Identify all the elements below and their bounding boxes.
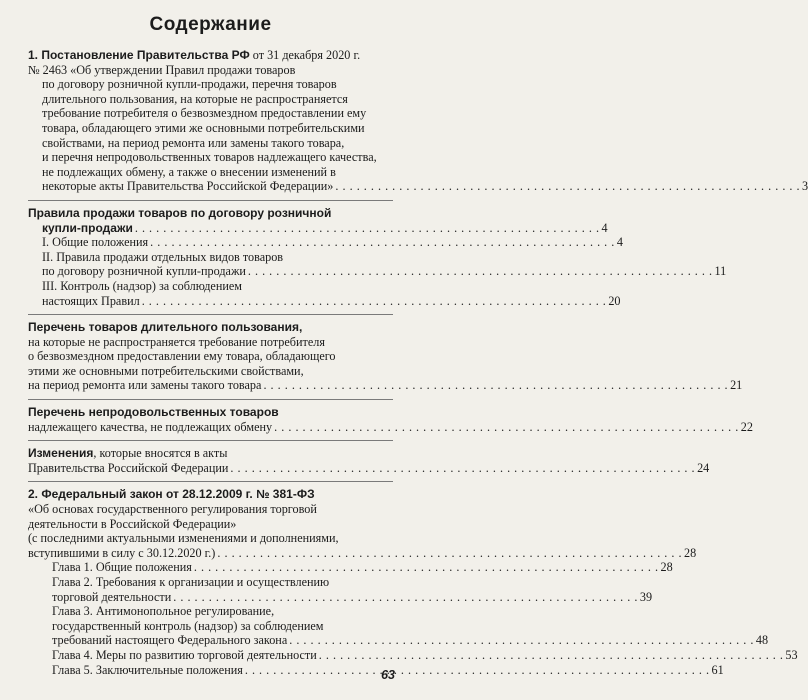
toc-text: Глава 4. Меры по развитию торговой деятельности <box>52 647 317 662</box>
toc-line-text <box>52 648 317 663</box>
toc-line-text <box>42 77 337 92</box>
toc-section <box>28 446 710 475</box>
toc-line <box>28 446 393 461</box>
dot-leader <box>335 179 800 194</box>
toc-text: Глава 1. Общие положения <box>52 560 192 575</box>
dot-leader <box>194 560 659 575</box>
toc-line-text <box>28 335 325 350</box>
dot-leader <box>230 461 695 476</box>
toc-page-ref: 3 <box>802 179 808 194</box>
toc-text: III. Контроль (надзор) за соблюдением <box>42 278 242 293</box>
toc-line-text <box>28 461 228 476</box>
toc-line-text <box>52 663 243 678</box>
toc-line-text <box>52 560 192 575</box>
toc-line <box>28 460 710 476</box>
toc-line <box>28 77 393 92</box>
toc-line-text <box>28 320 302 335</box>
toc-text: и перечня непродовольственных товаров надлежащего качества, <box>42 150 377 165</box>
toc-line <box>28 349 393 364</box>
toc-text: I. Общие положения <box>42 235 149 250</box>
toc-line <box>28 589 653 605</box>
toc-line <box>28 662 724 678</box>
toc-line-text <box>42 179 333 194</box>
dot-leader <box>245 663 710 678</box>
toc-line-text <box>42 250 283 265</box>
toc-line-text <box>28 206 331 221</box>
toc-heading-text: 2. Федеральный закон от 28.12.2009 г. № 381-ФЗ <box>28 487 315 502</box>
toc-line-text <box>28 531 339 546</box>
toc-line <box>28 531 393 546</box>
toc-line <box>28 48 393 63</box>
toc-line <box>28 502 393 517</box>
toc-line-text <box>28 349 336 364</box>
toc-line-text <box>42 294 140 309</box>
toc-heading-text: купли-продажи <box>42 220 133 235</box>
toc-line-text <box>28 420 272 435</box>
toc-line <box>28 320 393 335</box>
toc-line <box>28 235 623 250</box>
toc-page-ref: 20 <box>608 293 621 308</box>
toc-line-text <box>28 63 295 78</box>
toc-text: «Об основах государственного регулирования торговой <box>28 502 317 517</box>
toc-line <box>28 633 769 648</box>
toc-line-text <box>28 502 317 517</box>
toc-text: вступившими в силу с 30.12.2020 г.) <box>28 545 216 560</box>
dot-leader <box>135 221 600 236</box>
toc-text: Глава 3. Антимонопольное регулирование, <box>52 604 275 619</box>
toc-text: на которые не распространяется требование потребителя <box>28 334 325 349</box>
toc-text: не подлежащих обмену, а также о внесении изменений в <box>42 164 336 179</box>
toc-text: государственный контроль (надзор) за соблюдением <box>52 618 324 633</box>
toc-heading-text: Правила продажи товаров по договору розничной <box>28 205 332 220</box>
toc-line <box>28 293 621 309</box>
toc-text: № 2463 «Об утверждении Правил продажи товаров <box>28 62 296 77</box>
toc-line-text <box>52 619 324 634</box>
toc-line-text <box>52 633 287 648</box>
toc-line <box>28 250 393 265</box>
toc-line-text <box>28 517 236 532</box>
toc-line <box>28 647 798 663</box>
toc-line-text <box>28 546 215 561</box>
toc-line <box>28 517 393 532</box>
toc-line <box>28 92 393 107</box>
toc-line <box>28 121 393 136</box>
toc-text: по договору розничной купли-продажи <box>42 264 246 279</box>
toc-text: требований настоящего Федерального закона <box>52 633 288 648</box>
toc-text: настоящих Правил <box>42 293 140 308</box>
toc-text: длительного пользования, на которые не распространяется <box>42 91 348 106</box>
toc-line-text <box>42 92 348 107</box>
section-divider <box>28 440 393 441</box>
toc-line-text <box>42 279 242 294</box>
toc-line-text <box>42 136 344 151</box>
toc-text: деятельности в Российской Федерации» <box>28 516 237 531</box>
toc-section <box>28 48 808 194</box>
toc-page-ref: 24 <box>697 460 710 475</box>
toc-line-text <box>42 106 366 121</box>
dot-leader <box>289 633 754 648</box>
toc-page-ref: 28 <box>684 545 697 560</box>
toc-text: Правительства Российской Федерации <box>28 460 229 475</box>
toc-section <box>28 205 727 308</box>
section-divider <box>28 200 393 201</box>
toc-line <box>28 619 393 634</box>
toc-page-ref: 61 <box>711 662 724 677</box>
toc-page-ref: 48 <box>755 633 769 648</box>
toc-line <box>28 364 393 379</box>
page-number: 63 <box>381 668 395 682</box>
toc-line-text <box>28 405 279 420</box>
toc-text: некоторые акты Правительства Российской Федерации» <box>42 179 334 194</box>
page-title: Содержание <box>149 14 272 35</box>
toc-line-text <box>42 165 336 180</box>
toc-line <box>28 279 393 294</box>
toc-line-text <box>28 48 360 63</box>
toc-text: (с последними актуальными изменениями и дополнениями, <box>28 531 339 546</box>
toc-heading-text: Изменения <box>28 446 94 461</box>
toc-text: требование потребителя о безвозмездном предоставлении ему <box>42 106 367 121</box>
toc-text: товара, обладающего этими же основными потребительскими <box>42 120 365 135</box>
toc-section <box>28 320 743 393</box>
section-divider <box>28 399 393 400</box>
dot-leader <box>263 378 728 393</box>
toc-line-text <box>42 121 365 136</box>
toc-line <box>28 405 393 420</box>
dot-leader <box>142 294 607 309</box>
toc-line-text <box>42 221 133 236</box>
toc-line <box>28 545 697 561</box>
toc-page-ref: 39 <box>639 589 653 604</box>
dot-leader <box>217 546 682 561</box>
toc-line <box>28 378 743 393</box>
toc-line <box>28 487 393 502</box>
toc-line <box>28 136 393 151</box>
section-divider <box>28 314 393 315</box>
toc-text: на период ремонта или замены такого товара <box>28 378 262 393</box>
section-divider <box>28 481 393 482</box>
dot-leader <box>248 264 713 279</box>
toc-line-text <box>52 590 171 605</box>
toc-line <box>28 335 393 350</box>
toc-line <box>28 419 753 435</box>
toc-line-text <box>42 264 246 279</box>
toc-page-ref: 28 <box>660 560 673 575</box>
toc-text: свойствами, на период ремонта или замены такого товара, <box>42 135 345 150</box>
toc-section <box>28 487 798 677</box>
table-of-contents <box>28 48 808 677</box>
toc-section <box>28 405 753 434</box>
toc-heading-text: 1. Постановление Правительства РФ <box>28 48 250 62</box>
toc-page-ref: 22 <box>740 419 753 434</box>
toc-line <box>28 165 393 180</box>
toc-page-ref: 53 <box>785 647 798 662</box>
toc-line-text <box>42 150 377 165</box>
toc-text: , которые вносятся в акты <box>93 446 228 461</box>
toc-page-ref: 11 <box>714 264 727 279</box>
toc-text: по договору розничной купли-продажи, перечня товаров <box>42 77 337 92</box>
toc-line <box>28 63 393 78</box>
toc-line <box>28 560 673 575</box>
toc-line-text <box>52 575 329 590</box>
toc-page-ref: 21 <box>730 378 743 393</box>
toc-heading-text: Перечень непродовольственных товаров <box>28 405 279 420</box>
toc-line <box>28 264 727 279</box>
toc-line <box>28 106 393 121</box>
toc-line-text <box>28 364 304 379</box>
dot-leader <box>173 590 638 605</box>
toc-line <box>28 206 393 221</box>
toc-page-ref: 4 <box>616 235 623 250</box>
dot-leader <box>150 235 615 250</box>
toc-text: Глава 5. Заключительные положения <box>52 662 243 677</box>
toc-line-text <box>28 487 315 502</box>
toc-line-text <box>28 378 261 393</box>
toc-text: этими же основными потребительскими свойствами, <box>28 363 304 378</box>
toc-line-text <box>42 235 148 250</box>
toc-text: торговой деятельности <box>52 589 172 604</box>
toc-text: о безвозмездном предоставлении ему товара, обладающего <box>28 349 336 364</box>
toc-text: от 31 декабря 2020 г. <box>249 48 361 62</box>
toc-line <box>28 179 808 194</box>
dot-leader <box>274 420 739 435</box>
dot-leader <box>319 648 784 663</box>
toc-heading-text: Перечень товаров длительного пользования, <box>28 320 303 335</box>
toc-line <box>28 604 393 619</box>
toc-text: надлежащего качества, не подлежащих обмену <box>28 419 273 434</box>
toc-line <box>28 220 608 236</box>
toc-text: II. Правила продажи отдельных видов товаров <box>42 249 284 264</box>
toc-line-text <box>28 446 227 461</box>
toc-line-text <box>52 604 274 619</box>
toc-line <box>28 150 393 165</box>
toc-page-ref: 4 <box>601 220 608 235</box>
toc-text: Глава 2. Требования к организации и осуществлению <box>52 575 330 589</box>
toc-line <box>28 575 393 590</box>
